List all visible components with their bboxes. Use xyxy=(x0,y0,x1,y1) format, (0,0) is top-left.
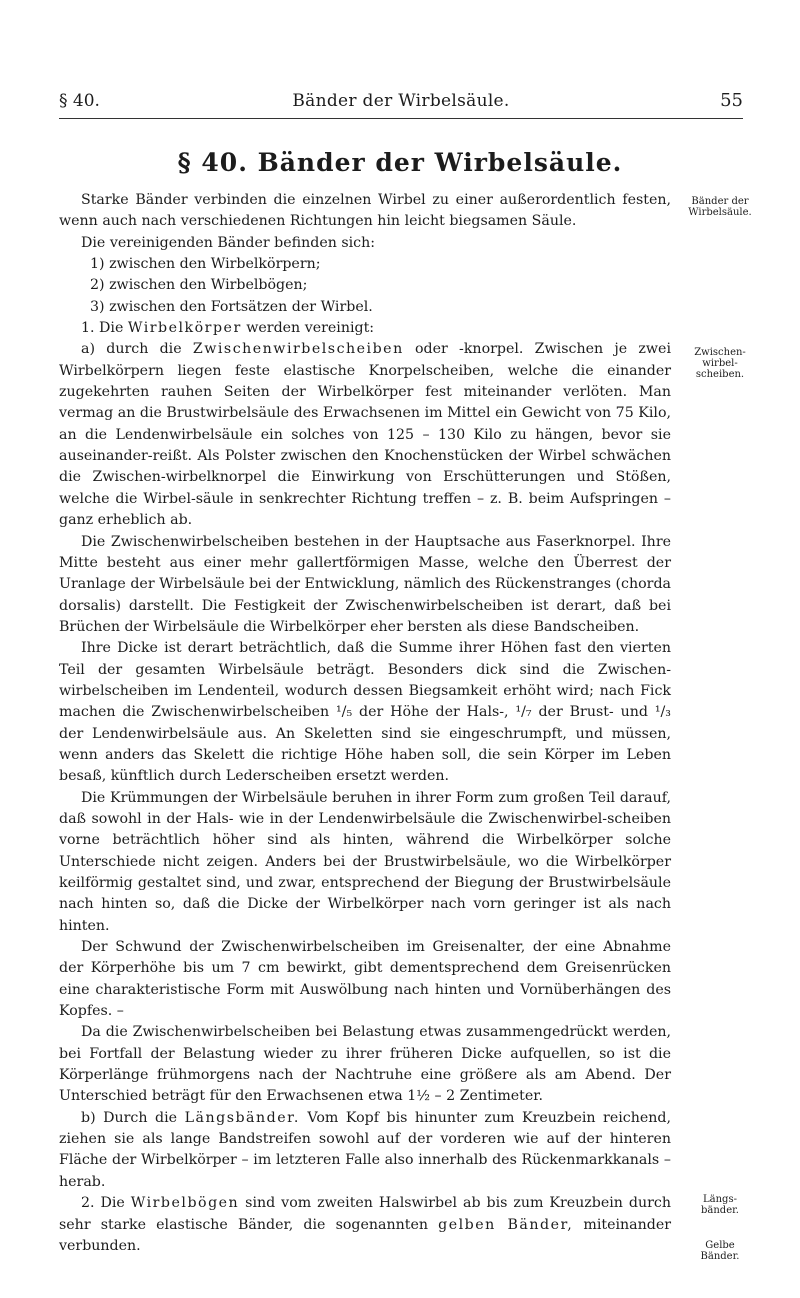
emphasis: Längsbänder. xyxy=(184,1109,300,1126)
paragraph xyxy=(59,1193,671,1257)
text-run: oder -knorpel. Zwischen je zwei Wirbelkörpern liegen feste elastische Knorpelscheiben, welche die einander zugekehrten rauhen Seiten der Wirbelkörper fest miteinander verlöten. Man vermag an die Brustwirbelsäule des Erwachsenen im Mittel ein Gewicht von 75 Kilo, an die Lendenwirbelsäule ein solches von 125 – 130 Kilo zu hängen, bevor sie auseinander-reißt. Als Polster zwischen den Knochenstücken der Wirbel schwächen die Zwischen-wirbelknorpel die Einwirkung von Erschütterungen und Stößen, welche die Wirbel-säule in senkrechter Richtung treffen – z. B. beim Aufspringen – ganz erheblich ab. xyxy=(59,341,671,529)
page-number: 55 xyxy=(720,90,743,111)
emphasis: gelben Bänder, xyxy=(438,1216,574,1233)
paragraph: Ihre Dicke ist derart beträchtlich, daß die Summe ihrer Höhen fast den vierten Teil der gesamten Wirbelsäule beträgt. Besonders dick sind die Zwischen-wirbelscheiben im Lendenteil, wodurch dessen Biegsamkeit erhöht wird; nach Fick machen die Zwischenwirbelscheiben ¹/₅ der Höhe der Hals-, ¹/₇ der Brust- und ¹/₃ der Lendenwirbelsäule aus. An Skeletten sind sie eingeschrumpft, und müssen, wenn anders das Skelett die richtige Höhe haben soll, die sein Körper im Leben besaß, künftlich durch Lederscheiben ersetzt werden. xyxy=(59,640,671,785)
text-run: 1. Die xyxy=(81,320,124,337)
text-run: b) Durch die xyxy=(81,1109,178,1126)
emphasis: Zwischenwirbelscheiben xyxy=(192,341,404,358)
text-run: 2. Die xyxy=(81,1195,125,1212)
paragraph: Der Schwund der Zwischenwirbelscheiben im Greisenalter, der eine Abnahme der Körperhöhe bis um 7 cm bewirkt, gibt dementsprechend dem Greisenrücken eine charakteristische Form mit Auswölbung nach hinten und Vornüberhängen des Kopfes. – xyxy=(59,939,671,1020)
running-head-title: Bänder der Wirbelsäule. xyxy=(292,91,510,111)
list-item: 1) zwischen den Wirbelkörpern; xyxy=(90,256,321,273)
paragraph xyxy=(59,318,671,339)
paragraph xyxy=(59,339,671,531)
body-text xyxy=(59,190,671,1257)
text-run: a) durch die xyxy=(81,341,182,358)
margin-note-laengsbaender: Längs-bänder. xyxy=(701,1194,739,1216)
paragraph: Die Krümmungen der Wirbelsäule beruhen in ihrer Form zum großen Teil darauf, daß sowohl in der Hals- wie in der Lendenwirbelsäule die Zwischenwirbel-scheiben vorne beträchtlich höher sind als hinten, während die Wirbelkörper solche Unterschiede nicht zeigen. Anders bei der Brustwirbelsäule, wo die Wirbelkörper keilförmig gestaltet sind, und zwar, entsprechend der Biegung der Brustwirbelsäule nach hinten so, daß die Dicke der Wirbelkörper nach vorn geringer ist als nach hinten. xyxy=(59,789,671,934)
paragraph: Die Zwischenwirbelscheiben bestehen in der Hauptsache aus Faserknorpel. Ihre Mitte besteht aus einer mehr gallertförmigen Masse, welche den Überrest der Uranlage der Wirbelsäule bei der Entwicklung, nämlich des Rückenstranges (chorda dorsalis) darstellt. Die Festigkeit der Zwischenwirbelscheiben ist derart, daß bei Brüchen der Wirbelsäule die Wirbelkörper eher bersten als diese Bandscheiben. xyxy=(59,533,671,635)
text-run: werden vereinigt: xyxy=(246,320,375,337)
paragraph: Da die Zwischenwirbelscheiben bei Belastung etwas zusammengedrückt werden, bei Fortfall der Belastung wieder zu ihrer früheren Dicke aufquellen, so ist die Körperlänge frühmorgens nach der Nachtruhe eine größere als am Abend. Der Unterschied beträgt für den Erwachsenen etwa 1½ – 2 Zentimeter. xyxy=(59,1024,671,1105)
section-title: § 40. Bänder der Wirbelsäule. xyxy=(177,148,623,177)
margin-note-gelbe-baender: Gelbe Bänder. xyxy=(700,1240,740,1262)
running-head xyxy=(59,86,743,116)
list-item: 3) zwischen den Fortsätzen der Wirbel. xyxy=(90,298,373,315)
margin-note-zwischenwirbelscheiben: Zwischen-wirbel-scheiben. xyxy=(694,347,746,380)
margin-note-baender: Bänder der Wirbelsäule. xyxy=(688,196,752,218)
running-head-section: § 40. xyxy=(59,91,100,111)
paragraph xyxy=(59,1108,671,1193)
text-run: sind vom zweiten Halswirbel ab bis zum Kreuzbein durch sehr starke elastische Bänder, die sogenannten xyxy=(59,1195,671,1233)
paragraph: Die vereinigenden Bänder befinden sich: xyxy=(81,234,376,251)
emphasis: Wirbelbögen xyxy=(130,1195,240,1212)
list-item: 2) zwischen den Wirbelbögen; xyxy=(90,277,308,294)
text-run: Vom Kopf bis hinunter zum Kreuzbein reichend, ziehen sie als lange Bandstreifen sowohl auf der vorderen wie auf der hinteren Fläche der Wirbelkörper – im letzteren Falle also innerhalb des Rückenmarkkanals – herab. xyxy=(59,1109,671,1190)
text-run: miteinander verbunden. xyxy=(59,1216,672,1254)
emphasis: Wirbelkörper xyxy=(127,320,242,337)
paragraph: Starke Bänder verbinden die einzelnen Wirbel zu einer außerordentlich festen, wenn auch nach verschiedenen Richtungen hin leicht biegsamen Säule. xyxy=(59,192,671,230)
header-rule xyxy=(59,118,743,119)
